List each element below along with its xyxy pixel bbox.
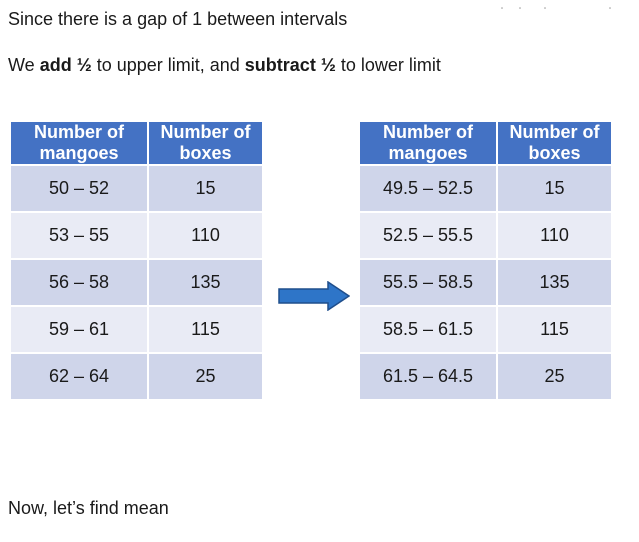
table-row [11, 306, 262, 353]
interval-cell: 61.5 – 64.5 [360, 353, 497, 399]
table-row [360, 306, 611, 353]
interval-cell: 53 – 55 [11, 212, 148, 259]
table-row [360, 259, 611, 306]
interval-cell: 59 – 61 [11, 306, 148, 353]
header-boxes: Number of boxes [148, 122, 262, 165]
rule-line: We add ½ to upper limit, and subtract ½ to lower limit [8, 55, 441, 75]
table-row [11, 259, 262, 306]
table-row [11, 212, 262, 259]
table-row [360, 212, 611, 259]
frequency-cell: 110 [497, 212, 611, 259]
interval-cell: 62 – 64 [11, 353, 148, 399]
header-boxes: Number of boxes [497, 122, 611, 165]
continuous-intervals-table [360, 122, 611, 399]
add-half-emphasis: add ½ [39, 55, 92, 75]
intro-line: Since there is a gap of 1 between intervals [8, 9, 348, 29]
header-mangoes: Number of mangoes [11, 122, 148, 165]
table-row [360, 353, 611, 399]
frequency-cell: 25 [497, 353, 611, 399]
table-row [11, 353, 262, 399]
original-intervals-table [11, 122, 262, 399]
header-mangoes: Number of mangoes [360, 122, 497, 165]
interval-cell: 55.5 – 58.5 [360, 259, 497, 306]
frequency-cell: 15 [148, 165, 262, 212]
decorative-dots [500, 6, 620, 10]
right-arrow-icon [278, 281, 350, 311]
frequency-cell: 135 [497, 259, 611, 306]
interval-cell: 49.5 – 52.5 [360, 165, 497, 212]
interval-cell: 56 – 58 [11, 259, 148, 306]
table-row [11, 165, 262, 212]
frequency-cell: 115 [148, 306, 262, 353]
interval-cell: 52.5 – 55.5 [360, 212, 497, 259]
interval-cell: 50 – 52 [11, 165, 148, 212]
closing-line: Now, let’s find mean [8, 498, 169, 518]
frequency-cell: 25 [148, 353, 262, 399]
frequency-cell: 135 [148, 259, 262, 306]
frequency-cell: 115 [497, 306, 611, 353]
subtract-half-emphasis: subtract ½ [244, 55, 336, 75]
interval-cell: 58.5 – 61.5 [360, 306, 497, 353]
frequency-cell: 110 [148, 212, 262, 259]
table-row [360, 165, 611, 212]
frequency-cell: 15 [497, 165, 611, 212]
